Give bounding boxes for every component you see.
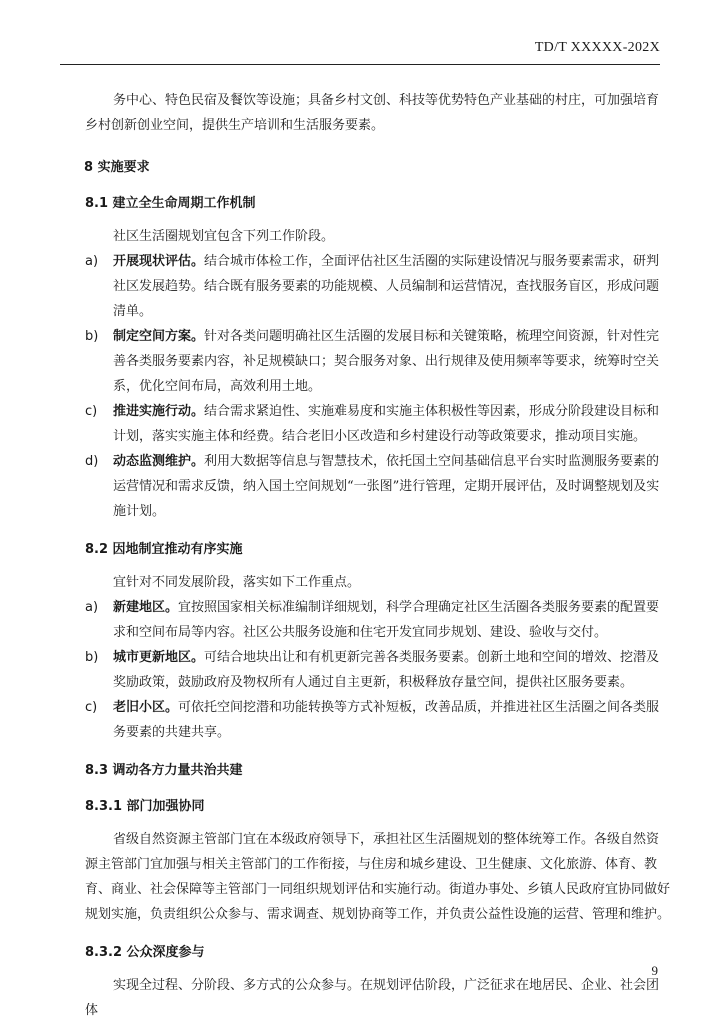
list-item <box>85 595 670 645</box>
list-item <box>85 249 670 324</box>
list-item <box>85 399 670 449</box>
section-8-1-heading: 8.1 建立全生命周期工作机制 <box>85 196 256 211</box>
list-marker: b) <box>85 650 99 665</box>
list-marker: b) <box>85 329 99 344</box>
page-number: 9 <box>651 963 658 978</box>
item-term: 制定空间方案。 <box>113 329 205 344</box>
section-8-3-heading: 8.3 调动各方力量共治共建 <box>85 763 243 778</box>
section-8-3-2-paragraph: 实现全过程、分阶段、多方式的公众参与。在规划评估阶段，广泛征求在地居民、企业、社会团体 <box>85 978 660 1018</box>
item-text: 可结合地块出让和有机更新完善各类服务要素。创新土地和空间的增效、挖潜及奖励政策，鼓励政府及物权所有人通过自主更新，积极释放存量空间，提供社区服务要素。 <box>113 650 660 690</box>
item-text: 宜按照国家相关标准编制详细规划，科学合理确定社区生活圈各类服务要素的配置要求和空间布局等内容。社区公共服务设施和住宅开发宜同步规划、建设、验收与交付。 <box>113 600 660 640</box>
item-term: 新建地区。 <box>113 600 179 615</box>
list-marker: c) <box>85 700 98 715</box>
item-text: 针对各类问题明确社区生活圈的发展目标和关键策略，梳理空间资源，针对性完善各类服务要素内容，补足规模缺口；契合服务对象、出行规律及使用频率等要求，统筹时空关系，优化空间布局，高效利用土地。 <box>113 329 660 394</box>
item-text: 结合需求紧迫性、实施难易度和实施主体积极性等因素，形成分阶段建设目标和计划，落实实施主体和经费。结合老旧小区改造和乡村建设行动等政策要求，推动项目实施。 <box>113 404 660 444</box>
section-8-heading: 8 实施要求 <box>84 160 150 175</box>
list-marker: d) <box>85 454 99 469</box>
item-term: 城市更新地区。 <box>113 650 205 665</box>
section-8-2-heading: 8.2 因地制宜推动有序实施 <box>85 542 243 557</box>
item-term: 推进实施行动。 <box>113 404 205 419</box>
doc-code: TD/T XXXXX-202X <box>534 40 660 55</box>
list-item <box>85 695 670 745</box>
section-8-2-lead: 宜针对不同发展阶段，落实如下工作重点。 <box>113 575 361 590</box>
list-marker: a) <box>85 254 99 269</box>
section-8-3-1-paragraph: 省级自然资源主管部门宜在本级政府领导下，承担社区生活圈规划的整体统筹工作。各级自然资源主管部门宜加强与相关主管部门的工作衔接，与住房和城乡建设、卫生健康、文化旅游、体育、教育、商业、社会保障等主管部门一同组织规划评估和实施行动。街道办事处、乡镇人民政府宜协同做好规划实施，负责组织公众参与、需求调查、规划协商等工作，并负责公益性设施的运营、管理和维护。 <box>85 832 671 922</box>
intro-paragraph: 务中心、特色民宿及餐饮等设施；具备乡村文创、科技等优势特色产业基础的村庄，可加强培育乡村创新创业空间，提供生产培训和生活服务要素。 <box>85 93 660 133</box>
page-content <box>85 88 670 1023</box>
item-text: 结合城市体检工作，全面评估社区生活圈的实际建设情况与服务要素需求，研判社区发展趋势。结合既有服务要素的功能规模、人员编制和运营情况，查找服务盲区，形成问题清单。 <box>113 254 660 319</box>
list-marker: a) <box>85 600 99 615</box>
section-8-3-2-heading: 8.3.2 公众深度参与 <box>85 945 205 960</box>
section-8-3-1-heading: 8.3.1 部门加强协同 <box>85 799 205 814</box>
list-item <box>85 645 670 695</box>
section-8-1-lead: 社区生活圈规划宜包含下列工作阶段。 <box>113 229 335 244</box>
item-term: 老旧小区。 <box>113 700 179 715</box>
list-marker: c) <box>85 404 98 419</box>
item-text: 利用大数据等信息与智慧技术，依托国土空间基础信息平台实时监测服务要素的运营情况和需求反馈，纳入国土空间规划“一张图”进行管理，定期开展评估，及时调整规划及实施计划。 <box>113 454 660 519</box>
item-term: 开展现状评估。 <box>113 254 205 269</box>
list-item <box>85 324 670 399</box>
page-header <box>60 38 660 65</box>
list-item <box>85 449 670 524</box>
item-term: 动态监测维护。 <box>113 454 205 469</box>
item-text: 可依托空间挖潜和功能转换等方式补短板，改善品质，并推进社区生活圈之间各类服务要素的共建共享。 <box>113 700 660 740</box>
